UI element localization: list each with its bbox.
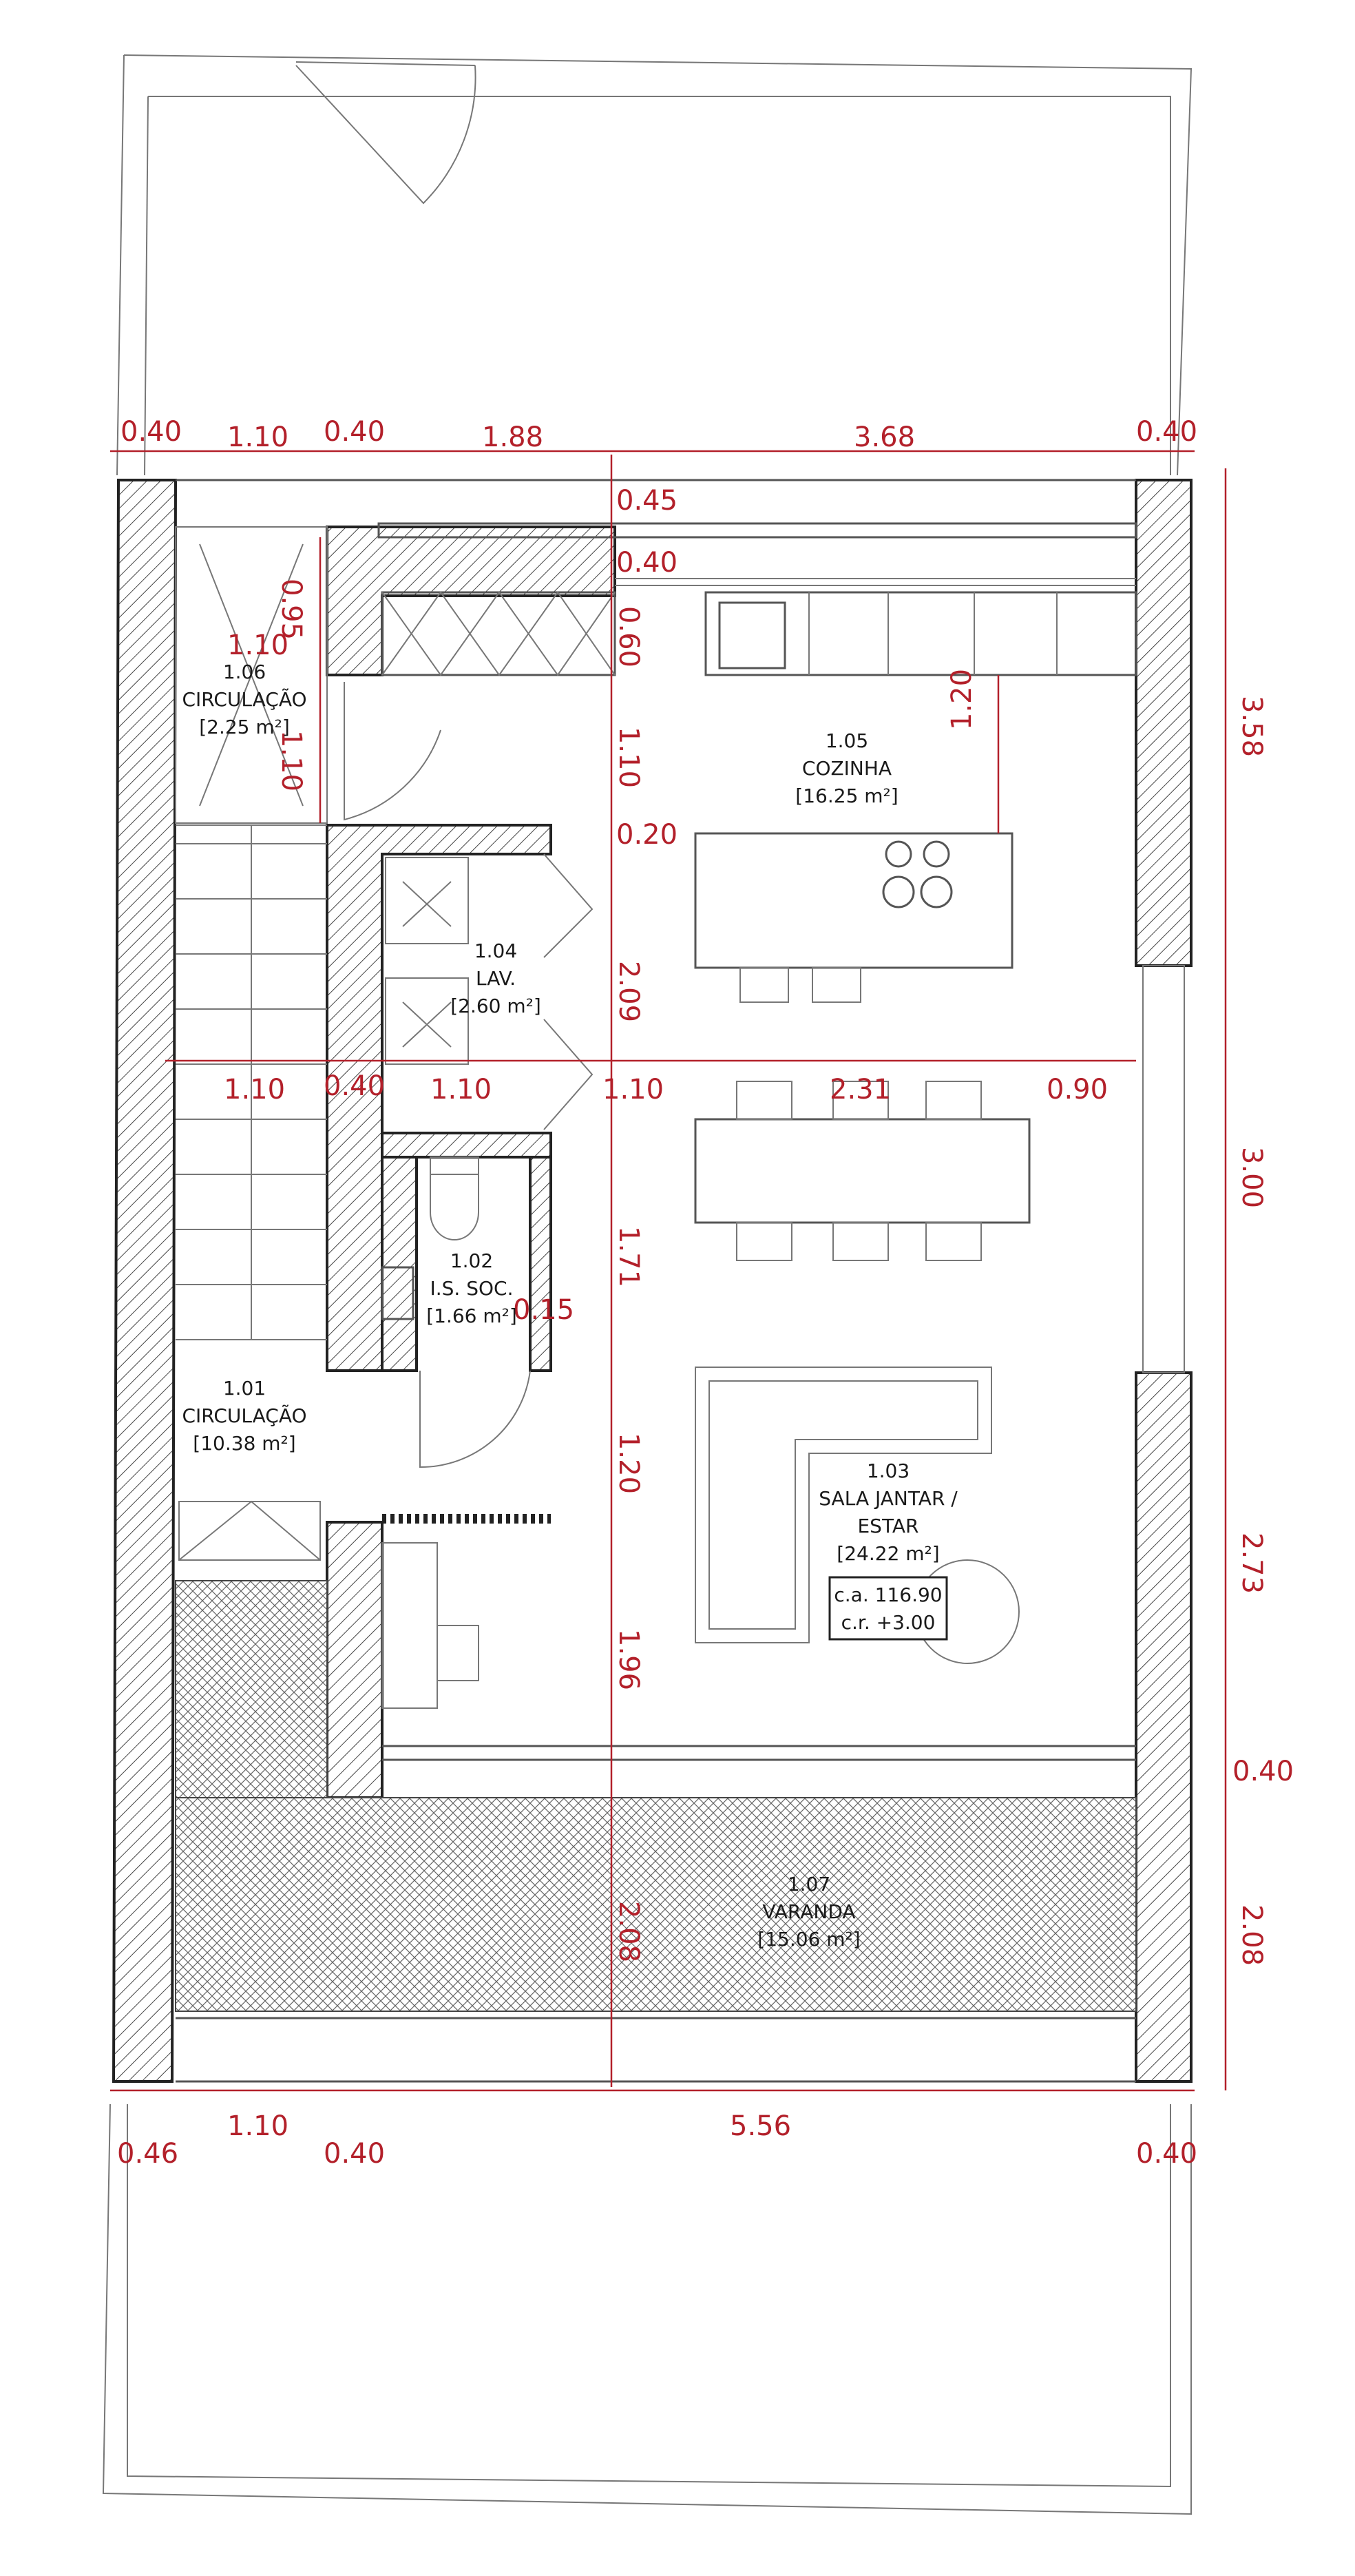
kitchen-top-wall xyxy=(327,527,615,675)
dim-bottom-1: 0.46 xyxy=(117,2138,179,2170)
dim-circ-1: 0.95 xyxy=(275,579,307,641)
dim-circ-2: 1.10 xyxy=(227,630,289,661)
room-103-code: 1.03 xyxy=(866,1460,910,1482)
toilet-icon xyxy=(430,1174,479,1240)
room-105-code: 1.05 xyxy=(825,729,869,752)
room-103-name1: SALA JANTAR / xyxy=(819,1487,958,1510)
room-106-name: CIRCULAÇÃO xyxy=(182,688,307,711)
room-102-area: [1.66 m²] xyxy=(426,1305,517,1327)
level-cr: c.r. +3.00 xyxy=(841,1611,936,1634)
dim-bottom-3: 0.40 xyxy=(324,2138,386,2170)
dim-bottom-5: 0.40 xyxy=(1136,2138,1198,2170)
room-101-code: 1.01 xyxy=(222,1377,266,1400)
dim-right-5: 2.08 xyxy=(1236,1904,1268,1966)
dim-top-1: 0.40 xyxy=(120,416,182,448)
kitchen-counter xyxy=(706,592,1136,675)
dim-right-1: 3.58 xyxy=(1236,696,1268,758)
room-101-area: [10.38 m²] xyxy=(193,1432,296,1455)
room-102-code: 1.02 xyxy=(450,1249,494,1272)
dim-center-1: 0.45 xyxy=(616,485,678,517)
dim-circ-3: 1.10 xyxy=(275,730,307,792)
sink-icon xyxy=(719,603,785,668)
dim-bottom-2: 1.10 xyxy=(227,2110,289,2142)
room-107-code: 1.07 xyxy=(787,1873,831,1895)
laundry-machine-2 xyxy=(386,978,468,1064)
dim-center-2: 0.40 xyxy=(616,547,678,579)
dim-right-3: 2.73 xyxy=(1236,1533,1268,1595)
dim-center-4: 1.10 xyxy=(613,727,644,789)
dining-table xyxy=(695,1119,1029,1223)
room-101-name: CIRCULAÇÃO xyxy=(182,1404,307,1427)
west-wall xyxy=(114,480,176,2081)
room-107-area: [15.06 m²] xyxy=(757,1928,861,1951)
dim-mid-4: 1.10 xyxy=(602,1074,664,1105)
room-106-code: 1.06 xyxy=(222,661,266,683)
varanda-floor-west xyxy=(176,1581,327,1798)
dim-bottom-4: 5.56 xyxy=(730,2110,792,2142)
dim-wc: 0.15 xyxy=(513,1294,575,1326)
dim-top-5: 3.68 xyxy=(854,422,916,453)
door-102 xyxy=(420,1371,530,1467)
dim-mid-5: 2.31 xyxy=(830,1074,892,1105)
east-wall-upper xyxy=(1136,480,1191,966)
room-103-name2: ESTAR xyxy=(857,1515,919,1537)
dim-mid-1: 1.10 xyxy=(224,1074,286,1105)
room-105-area: [16.25 m²] xyxy=(795,785,899,807)
door-104b xyxy=(544,1019,592,1130)
room-102-name: I.S. SOC. xyxy=(430,1277,514,1300)
door-104a xyxy=(544,854,592,957)
door-106 xyxy=(344,682,441,820)
dim-right-2: 3.00 xyxy=(1236,1147,1268,1209)
room-105-name: COZINHA xyxy=(801,757,892,780)
laundry-machine-1 xyxy=(386,858,468,944)
room-103-area: [24.22 m²] xyxy=(837,1542,940,1565)
dim-top-3: 0.40 xyxy=(324,416,386,448)
dim-center-5: 0.20 xyxy=(616,819,678,851)
dim-top-6: 0.40 xyxy=(1136,416,1198,448)
room-104-name: LAV. xyxy=(475,967,516,990)
dim-center-3: 0.60 xyxy=(613,606,644,668)
dim-center-10: 2.08 xyxy=(613,1901,644,1963)
dim-top-4: 1.88 xyxy=(482,422,544,453)
dim-mid-2: 0.40 xyxy=(324,1070,386,1102)
hob-icon xyxy=(886,842,911,866)
dim-kitchen-v: 1.20 xyxy=(946,668,978,730)
kitchen-island xyxy=(695,833,1012,968)
dim-center-6: 2.09 xyxy=(613,961,644,1023)
dim-center-9: 1.96 xyxy=(613,1629,644,1691)
dim-center-7: 1.71 xyxy=(613,1226,644,1288)
dim-right-4: 0.40 xyxy=(1232,1756,1294,1787)
gate-door-arc xyxy=(296,65,476,203)
desk xyxy=(382,1543,437,1708)
room-104-area: [2.60 m²] xyxy=(450,995,541,1017)
room-107-name: VARANDA xyxy=(762,1900,856,1923)
east-wall-lower xyxy=(1136,1373,1191,2081)
dim-mid-3: 1.10 xyxy=(430,1074,492,1105)
dim-top-2: 1.10 xyxy=(227,422,289,453)
lav-bottom-wall xyxy=(382,1133,551,1157)
varanda-floor xyxy=(176,1798,1136,2011)
dim-center-8: 1.20 xyxy=(613,1433,644,1495)
dim-mid-6: 0.90 xyxy=(1047,1074,1109,1105)
varanda-wall xyxy=(327,1522,382,1798)
room-104-code: 1.04 xyxy=(474,939,518,962)
level-ca: c.a. 116.90 xyxy=(834,1583,943,1606)
room-106-area: [2.25 m²] xyxy=(199,716,290,738)
